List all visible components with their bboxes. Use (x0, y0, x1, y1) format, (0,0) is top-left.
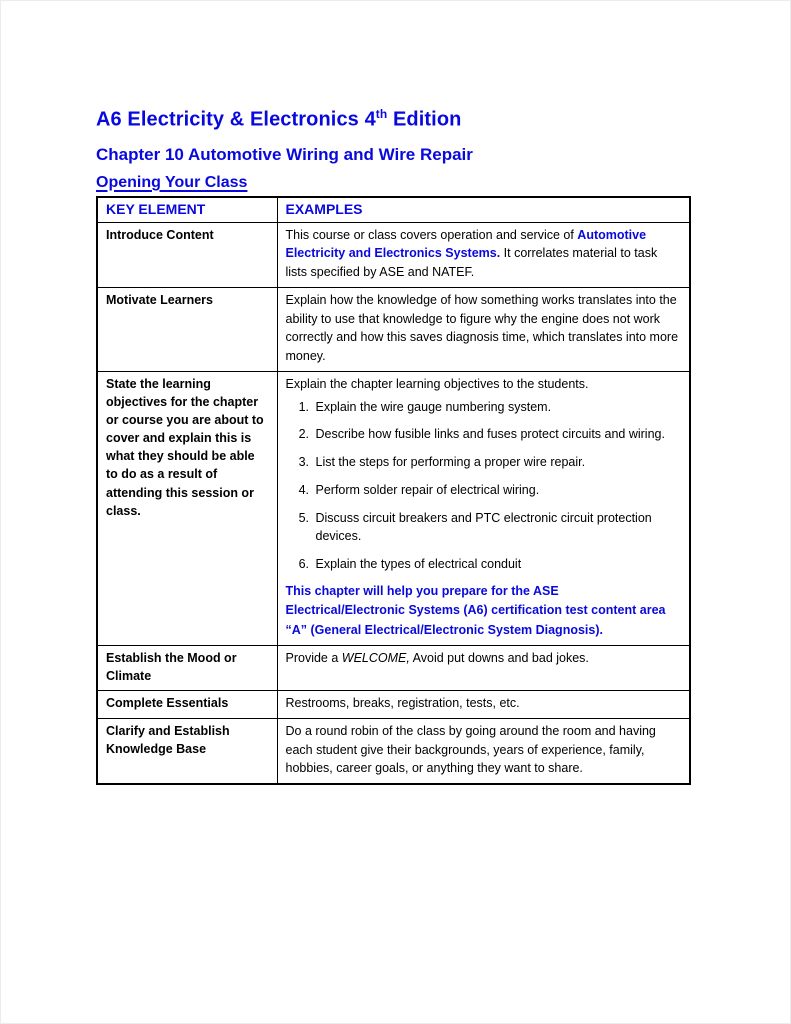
example-text: It correlates material to task lists specified by ASE and NATEF. (285, 246, 658, 280)
objective-item: 6. Explain the types of electrical conduit (313, 555, 682, 574)
key-element-cell: Clarify and Establish Knowledge Base (97, 718, 277, 784)
table-header-row (97, 197, 690, 222)
examples-cell (277, 691, 690, 719)
key-element-cell: Establish the Mood or Climate (97, 645, 277, 690)
document-title-superscript: th (375, 107, 388, 121)
key-element-cell: Motivate Learners (97, 287, 277, 371)
table-row-introduce-content (97, 222, 690, 287)
document-title-text: A6 Electricity & Electronics 4 (96, 108, 376, 131)
table-row-motivate-learners (97, 287, 690, 371)
section-heading: Opening Your Class (96, 173, 248, 191)
table-row-learning-objectives (97, 371, 690, 645)
examples-cell (277, 222, 690, 287)
chapter-heading: Chapter 10 Automotive Wiring and Wire Repair (96, 144, 473, 164)
example-text: Avoid put downs and bad jokes. (409, 650, 589, 665)
example-paragraph (286, 649, 682, 668)
example-text: Provide a (285, 650, 342, 665)
welcome-emphasis: WELCOME, (341, 650, 410, 665)
example-paragraph: Do a round robin of the class by going around the room and having each student give their backgrounds, years of experience, family, hobbies, career goals, or anything they want to share. (285, 723, 656, 776)
highlighted-course-name: Automotive Electricity and Electronics Systems. (285, 227, 647, 261)
example-paragraph: Restrooms, breaks, registration, tests, etc. (285, 696, 520, 711)
key-element-cell: Introduce Content (97, 222, 277, 287)
example-paragraph (286, 226, 682, 282)
document-title-tail: Edition (387, 108, 462, 131)
table-row-establish-mood (97, 645, 690, 690)
col-header-examples: EXAMPLES (277, 197, 690, 222)
example-paragraph: Explain how the knowledge of how something works translates into the ability to use that knowledge to figure why the engine does not work correctly and how this saves diagnosis time, which translates into more money. (285, 292, 679, 364)
ase-prep-note: This chapter will help you prepare for the ASE Electrical/Electronic Systems (A6) certification test content area “A” (General Electrical/Electronic System Diagnosis). (285, 583, 666, 637)
document-title (96, 107, 690, 132)
objective-item: 5. Discuss circuit breakers and PTC electronic circuit protection devices. (313, 509, 682, 547)
col-header-key-element: KEY ELEMENT (97, 197, 277, 222)
objectives-intro: Explain the chapter learning objectives to the students. (285, 376, 589, 391)
objective-item: 4. Perform solder repair of electrical wiring. (313, 481, 682, 500)
table-row-complete-essentials (97, 691, 690, 719)
objectives-list (286, 398, 682, 574)
objective-item: 1. Explain the wire gauge numbering system. (313, 398, 682, 417)
key-element-cell: Complete Essentials (97, 691, 277, 719)
examples-cell (277, 371, 690, 645)
opening-class-table (96, 196, 691, 786)
key-element-cell: State the learning objectives for the chapter or course you are about to cover and explain this is what they should be able to do as a result of attending this session or class. (97, 371, 277, 645)
objective-item: 3. List the steps for performing a proper wire repair. (313, 453, 682, 472)
objective-item: 2. Describe how fusible links and fuses protect circuits and wiring. (313, 425, 682, 444)
examples-cell (277, 287, 690, 371)
examples-cell (277, 645, 690, 690)
example-text: This course or class covers operation and service of (285, 227, 578, 242)
examples-cell (277, 718, 690, 784)
table-row-clarify-knowledge-base (97, 718, 690, 784)
